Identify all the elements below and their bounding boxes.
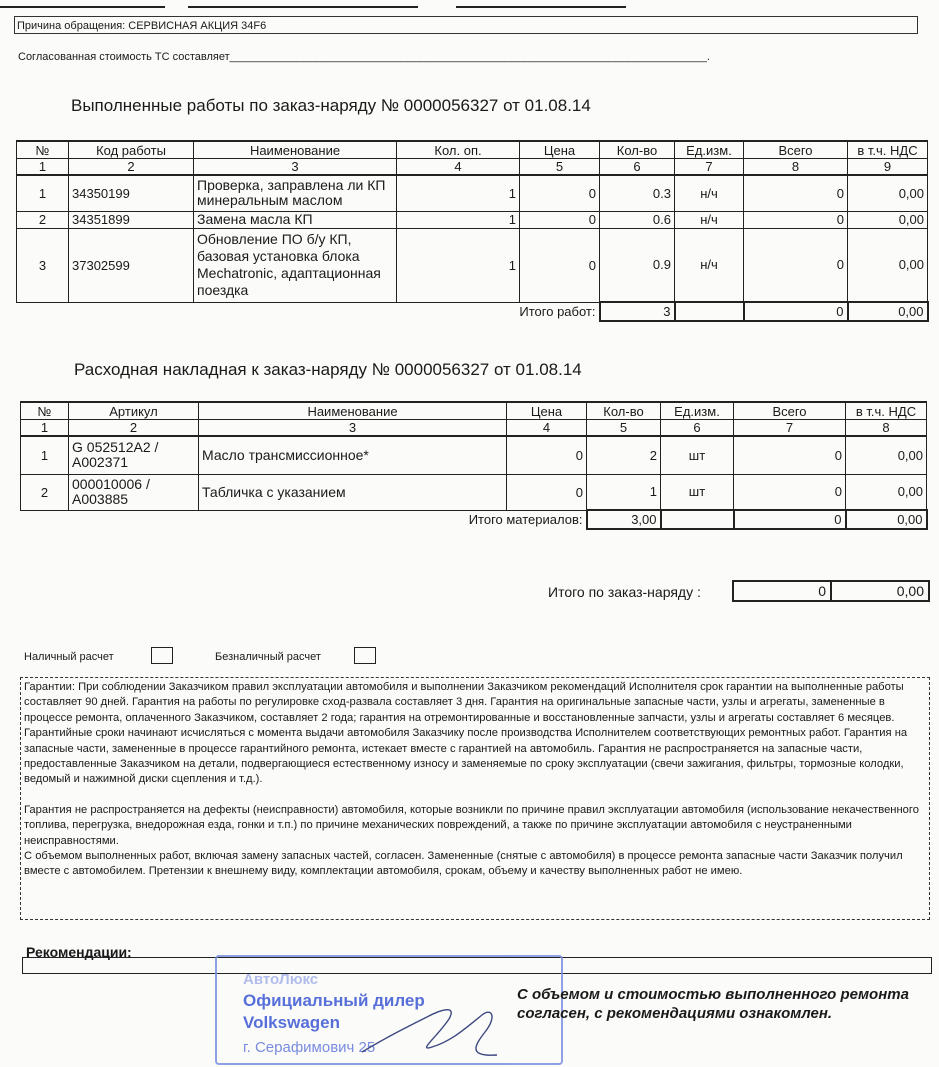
material-article: G 052512A2 / A002371	[69, 436, 199, 474]
work-name: Проверка, заправлена ли КП минеральным маслом	[194, 175, 397, 211]
materials-total-row	[21, 510, 927, 529]
material-name: Масло трансмиссионное*	[199, 436, 507, 474]
material-price: 0	[507, 474, 587, 510]
works-header-cell: Наименование	[194, 141, 397, 159]
materials-total-empty	[661, 510, 734, 529]
warranty-paragraph: С объемом выполненных работ, включая замену запасных частей, согласен. Замененные (снятые с автомобиля) в процессе ремонта запасные части Заказчик получил вместе с автомобилем. Претензии к внешнему виду, комплектации автомобиля, срокам, объему и качеству выполненных работ не имею.	[24, 850, 903, 878]
works-header-cell: Ед.изм.	[675, 141, 744, 159]
materials-header-cell: Артикул	[69, 402, 199, 420]
work-unit: н/ч	[675, 211, 744, 228]
works-colnum-row	[17, 159, 928, 176]
stamp-line: АвтоЛюкс	[243, 971, 319, 988]
works-total-sum: 0	[744, 302, 848, 321]
work-price: 0	[520, 228, 600, 302]
materials-total-vat: 0,00	[846, 510, 927, 529]
signature-scribble	[357, 997, 507, 1067]
materials-total-qty: 3,00	[587, 510, 661, 529]
work-qty: 0.6	[600, 211, 675, 228]
grand-total-sum: 0	[734, 582, 832, 600]
works-colnum-cell: 7	[675, 159, 744, 176]
works-table	[16, 140, 929, 322]
work-ops: 1	[397, 211, 520, 228]
cash-payment-label: Наличный расчет	[24, 651, 114, 663]
top-edge-box-left	[0, 0, 165, 8]
work-total: 0	[744, 228, 848, 302]
works-total-row	[17, 302, 928, 321]
material-price: 0	[507, 436, 587, 474]
works-header-cell: №	[17, 141, 69, 159]
materials-header-cell: Всего	[734, 402, 846, 420]
work-vat: 0,00	[848, 211, 928, 228]
grand-total-vat: 0,00	[896, 583, 924, 599]
work-total: 0	[744, 175, 848, 211]
material-total: 0	[734, 436, 846, 474]
works-colnum-cell: 8	[744, 159, 848, 176]
works-header-row	[17, 141, 928, 159]
material-unit: шт	[661, 436, 734, 474]
top-edge-box-right	[456, 0, 626, 8]
material-unit: шт	[661, 474, 734, 510]
row-number: 2	[17, 211, 69, 228]
work-name: Обновление ПО б/у КП, базовая установка блока Mechatronic, адаптационная поездка	[194, 228, 397, 302]
works-colnum-cell: 4	[397, 159, 520, 176]
material-name: Табличка с указанием	[199, 474, 507, 510]
material-vat: 0,00	[846, 436, 927, 474]
work-name: Замена масла КП	[194, 211, 397, 228]
row-number: 2	[21, 474, 69, 510]
work-qty: 0.3	[600, 175, 675, 211]
works-total-empty	[675, 302, 744, 321]
grand-total-label: Итого по заказ-наряду :	[548, 584, 701, 600]
cash-payment-checkbox[interactable]	[151, 647, 173, 664]
works-colnum-cell: 2	[69, 159, 194, 176]
works-colnum-cell: 6	[600, 159, 675, 176]
materials-total-label: Итого материалов:	[468, 512, 583, 528]
materials-header-cell: №	[21, 402, 69, 420]
stamp-line: г. Серафимович 25	[243, 1039, 376, 1056]
materials-header-cell: Цена	[507, 402, 587, 420]
work-ops: 1	[397, 228, 520, 302]
table-row	[21, 474, 927, 510]
stamp-line: Volkswagen	[243, 1013, 340, 1032]
dealer-stamp	[215, 955, 563, 1065]
materials-colnum-cell: 6	[661, 420, 734, 437]
materials-total-sum: 0	[734, 510, 846, 529]
table-row	[21, 436, 927, 474]
works-header-cell: Всего	[744, 141, 848, 159]
works-header-cell: в т.ч. НДС	[848, 141, 928, 159]
warranty-paragraph: Гарантия не распространяется на дефекты (неисправности) автомобиля, которые возникли по причине правил эксплуатации автомобиля (использование некачественного топлива, перегрузка, внедорожная езда, гонки и т.п.) по причине механических повреждений, а также по причине эксплуатации автомобиля с неустраненными неисправностями.	[24, 803, 919, 847]
works-total-vat: 0,00	[848, 302, 928, 321]
materials-header-cell: в т.ч. НДС	[846, 402, 927, 420]
material-total: 0	[734, 474, 846, 510]
material-qty: 1	[587, 474, 661, 510]
materials-colnum-cell: 2	[69, 420, 199, 437]
recommendations-title: Рекомендации:	[26, 944, 132, 960]
materials-table	[20, 401, 928, 530]
work-code: 34351899	[69, 211, 194, 228]
cashless-payment-checkbox[interactable]	[354, 647, 376, 664]
work-unit: н/ч	[675, 228, 744, 302]
table-row	[17, 228, 928, 302]
cashless-payment-label: Безналичный расчет	[215, 651, 321, 663]
grand-total-box	[732, 580, 930, 602]
row-number: 3	[17, 228, 69, 302]
works-header-cell: Кол-во	[600, 141, 675, 159]
agreement-note: С объемом и стоимостью выполненного ремонта согласен, с рекомендациями ознакомлен.	[517, 986, 909, 1022]
materials-colnum-cell: 7	[734, 420, 846, 437]
materials-colnum-cell: 8	[846, 420, 927, 437]
work-price: 0	[520, 175, 600, 211]
work-qty: 0.9	[600, 228, 675, 302]
table-row	[17, 211, 928, 228]
works-title: Выполненные работы по заказ-наряду № 0000056327 от 01.08.14	[71, 96, 591, 115]
works-colnum-cell: 9	[848, 159, 928, 176]
material-article: 000010006 / A003885	[69, 474, 199, 510]
works-colnum-cell: 3	[194, 159, 397, 176]
stamp-line: Официальный дилер	[243, 991, 425, 1010]
work-vat: 0,00	[848, 175, 928, 211]
works-header-cell: Кол. оп.	[397, 141, 520, 159]
material-vat: 0,00	[846, 474, 927, 510]
materials-title: Расходная накладная к заказ-наряду № 0000056327 от 01.08.14	[74, 360, 582, 379]
materials-header-row	[21, 402, 927, 420]
warranty-paragraph: Гарантии: При соблюдении Заказчиком правил эксплуатации автомобиля и выполнении Заказчиком рекомендаций Исполнителя срок гарантии на выполненные работы составляет 90 дней. Гарантия на работы по регулировке сход-развала составляет 3 дня. Гарантия на оригинальные запасные части, узлы и агрегаты, замененные в процессе ремонта, оплаченного Заказчиком, составляет 2 года; гарантия на отремонтированные и восстановленные запчасти, узлы и агрегаты составляет 6 месяцев. Гарантийные сроки начинают исчисляться с момента выдачи автомобиля Заказчику после производства Исполнителем соответствующих ремонтных работ. Гарантия на запасные части, замененные в процессе гарантийного ремонта, истекает вместе с гарантией на автомобиль. Гарантия не распространяется на запасные части, предоставленные Заказчиком на детали, подвергающиеся естественному износу и заменяемые по сроку эксплуатации (свечи зажигания, фильтры, тормозные колодки, ведомый и нажимной диски сцепления и т.д.).	[24, 681, 908, 786]
materials-colnum-cell: 1	[21, 420, 69, 437]
reason-label: Причина обращения: СЕРВИСНАЯ АКЦИЯ 34F6	[17, 20, 267, 32]
materials-header-cell: Ед.изм.	[661, 402, 734, 420]
materials-colnum-cell: 3	[199, 420, 507, 437]
works-total-label: Итого работ:	[519, 304, 596, 320]
materials-header-cell: Кол-во	[587, 402, 661, 420]
works-colnum-cell: 5	[520, 159, 600, 176]
materials-colnum-cell: 5	[587, 420, 661, 437]
reason-field	[14, 16, 918, 34]
work-code: 37302599	[69, 228, 194, 302]
table-row	[17, 175, 928, 211]
material-qty: 2	[587, 436, 661, 474]
materials-colnum-cell: 4	[507, 420, 587, 437]
top-edge-box-mid	[188, 0, 418, 8]
materials-colnum-row	[21, 420, 927, 437]
row-number: 1	[17, 175, 69, 211]
works-colnum-cell: 1	[17, 159, 69, 176]
agreed-cost-line: Согласованная стоимость ТС составляет______________________________________________________________________________.	[18, 51, 710, 63]
work-total: 0	[744, 211, 848, 228]
works-total-qty: 3	[600, 302, 675, 321]
warranty-terms	[20, 677, 930, 920]
work-code: 34350199	[69, 175, 194, 211]
work-price: 0	[520, 211, 600, 228]
row-number: 1	[21, 436, 69, 474]
works-header-cell: Цена	[520, 141, 600, 159]
work-ops: 1	[397, 175, 520, 211]
work-vat: 0,00	[848, 228, 928, 302]
materials-header-cell: Наименование	[199, 402, 507, 420]
work-unit: н/ч	[675, 175, 744, 211]
works-header-cell: Код работы	[69, 141, 194, 159]
